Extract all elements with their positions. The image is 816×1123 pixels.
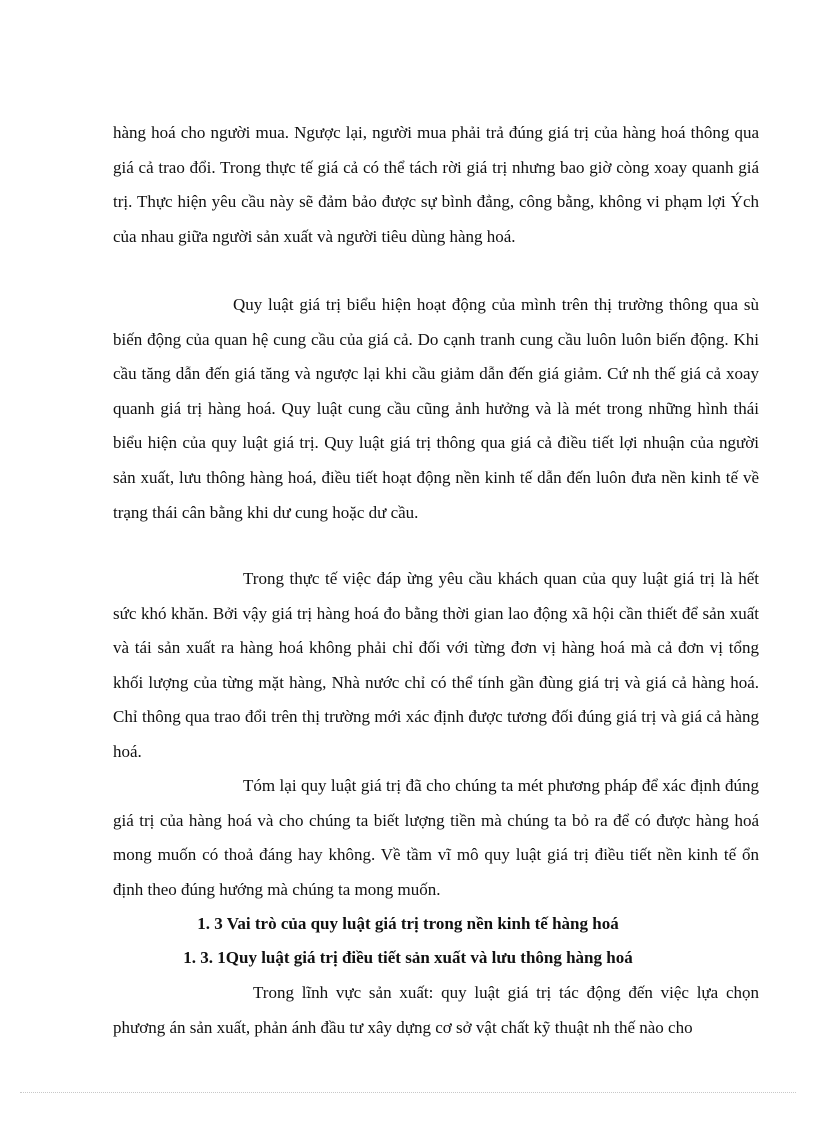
paragraph-2 xyxy=(113,288,759,530)
subsection-heading: 1. 3. 1Quy luật giá trị điều tiết sản xuất và lưu thông hàng hoá xyxy=(183,948,633,967)
paragraph-3-text: Trong thực tế việc đáp ừng yêu cầu khách quan của quy luật giá trị là hết sức khó khăn. Bởi vậy giá trị hàng hoá đo bằng thời gian lao động xã hội cần thiết để sản xuất và tái sản xuất ra hàng hoá không phải chỉ đối với từng đơn vị hàng hoá mà cả đơn vị tổng khối lượng của từng mặt hàng, Nhà nước chỉ có thể tính gần đùng giá trị và giá cả hàng hoá. Chỉ thông qua trao đổi trên thị trường mới xác định được tương đối đúng giá trị và giá cả hàng hoá. xyxy=(113,569,759,761)
paragraph-3 xyxy=(113,562,759,770)
paragraph-5 xyxy=(113,976,759,1045)
paragraph-4-text: Tóm lại quy luật giá trị đã cho chúng ta mét phương pháp để xác định đúng giá trị của hàng hoá và cho chúng ta biết lượng tiền mà chúng ta bỏ ra để có được hàng hoá mong muốn có thoả đáng hay không. Về tầm vĩ mô quy luật giá trị điều tiết nền kinh tế ổn định theo đúng hướng mà chúng ta mong muốn. xyxy=(113,776,759,899)
paragraph-2-text: Quy luật giá trị biểu hiện hoạt động của mình trên thị trường thông qua sù biến động của quan hệ cung cầu của giá cả. Do cạnh tranh cung cầu luôn luôn biến động. Khi cầu tăng dẫn đến giá tăng và ngược lại khi cầu giảm dẫn đến giá giảm. Cứ nh thế giá cả xoay quanh giá trị hàng hoá. Quy luật cung cầu cũng ảnh hưởng và là mét trong những hình thái biểu hiện của quy luật giá trị. Quy luật giá trị thông qua giá cả điều tiết lợi nhuận của người sản xuất, lưu thông hàng hoá, điều tiết hoạt động nền kinh tế dẫn đến luôn đưa nền kinh tế về trạng thái cân bằng khi dư cung hoặc dư cầu. xyxy=(113,295,759,522)
page-bottom-dotted-rule xyxy=(20,1092,796,1093)
section-heading: 1. 3 Vai trò của quy luật giá trị trong nền kinh tế hàng hoá xyxy=(197,914,619,933)
paragraph-5-text: Trong lĩnh vực sản xuất: quy luật giá trị tác động đến việc lựa chọn phương án sản xuất, phản ánh đầu tư xây dựng cơ sở vật chất kỹ thuật nh thế nào cho xyxy=(113,983,759,1037)
paragraph-1: hàng hoá cho người mua. Ngược lại, người mua phải trả đúng giá trị của hàng hoá thông qua giá cả trao đổi. Trong thực tế giá cả có thể tách rời giá trị nhưng bao giờ còng xoay quanh giá trị. Thực hiện yêu cầu này sẽ đảm bảo được sự bình đẳng, công bằng, không vi phạm lợi Ých của nhau giữa người sản xuất và người tiêu dùng hàng hoá. xyxy=(113,123,759,246)
paragraph-4 xyxy=(113,769,759,907)
